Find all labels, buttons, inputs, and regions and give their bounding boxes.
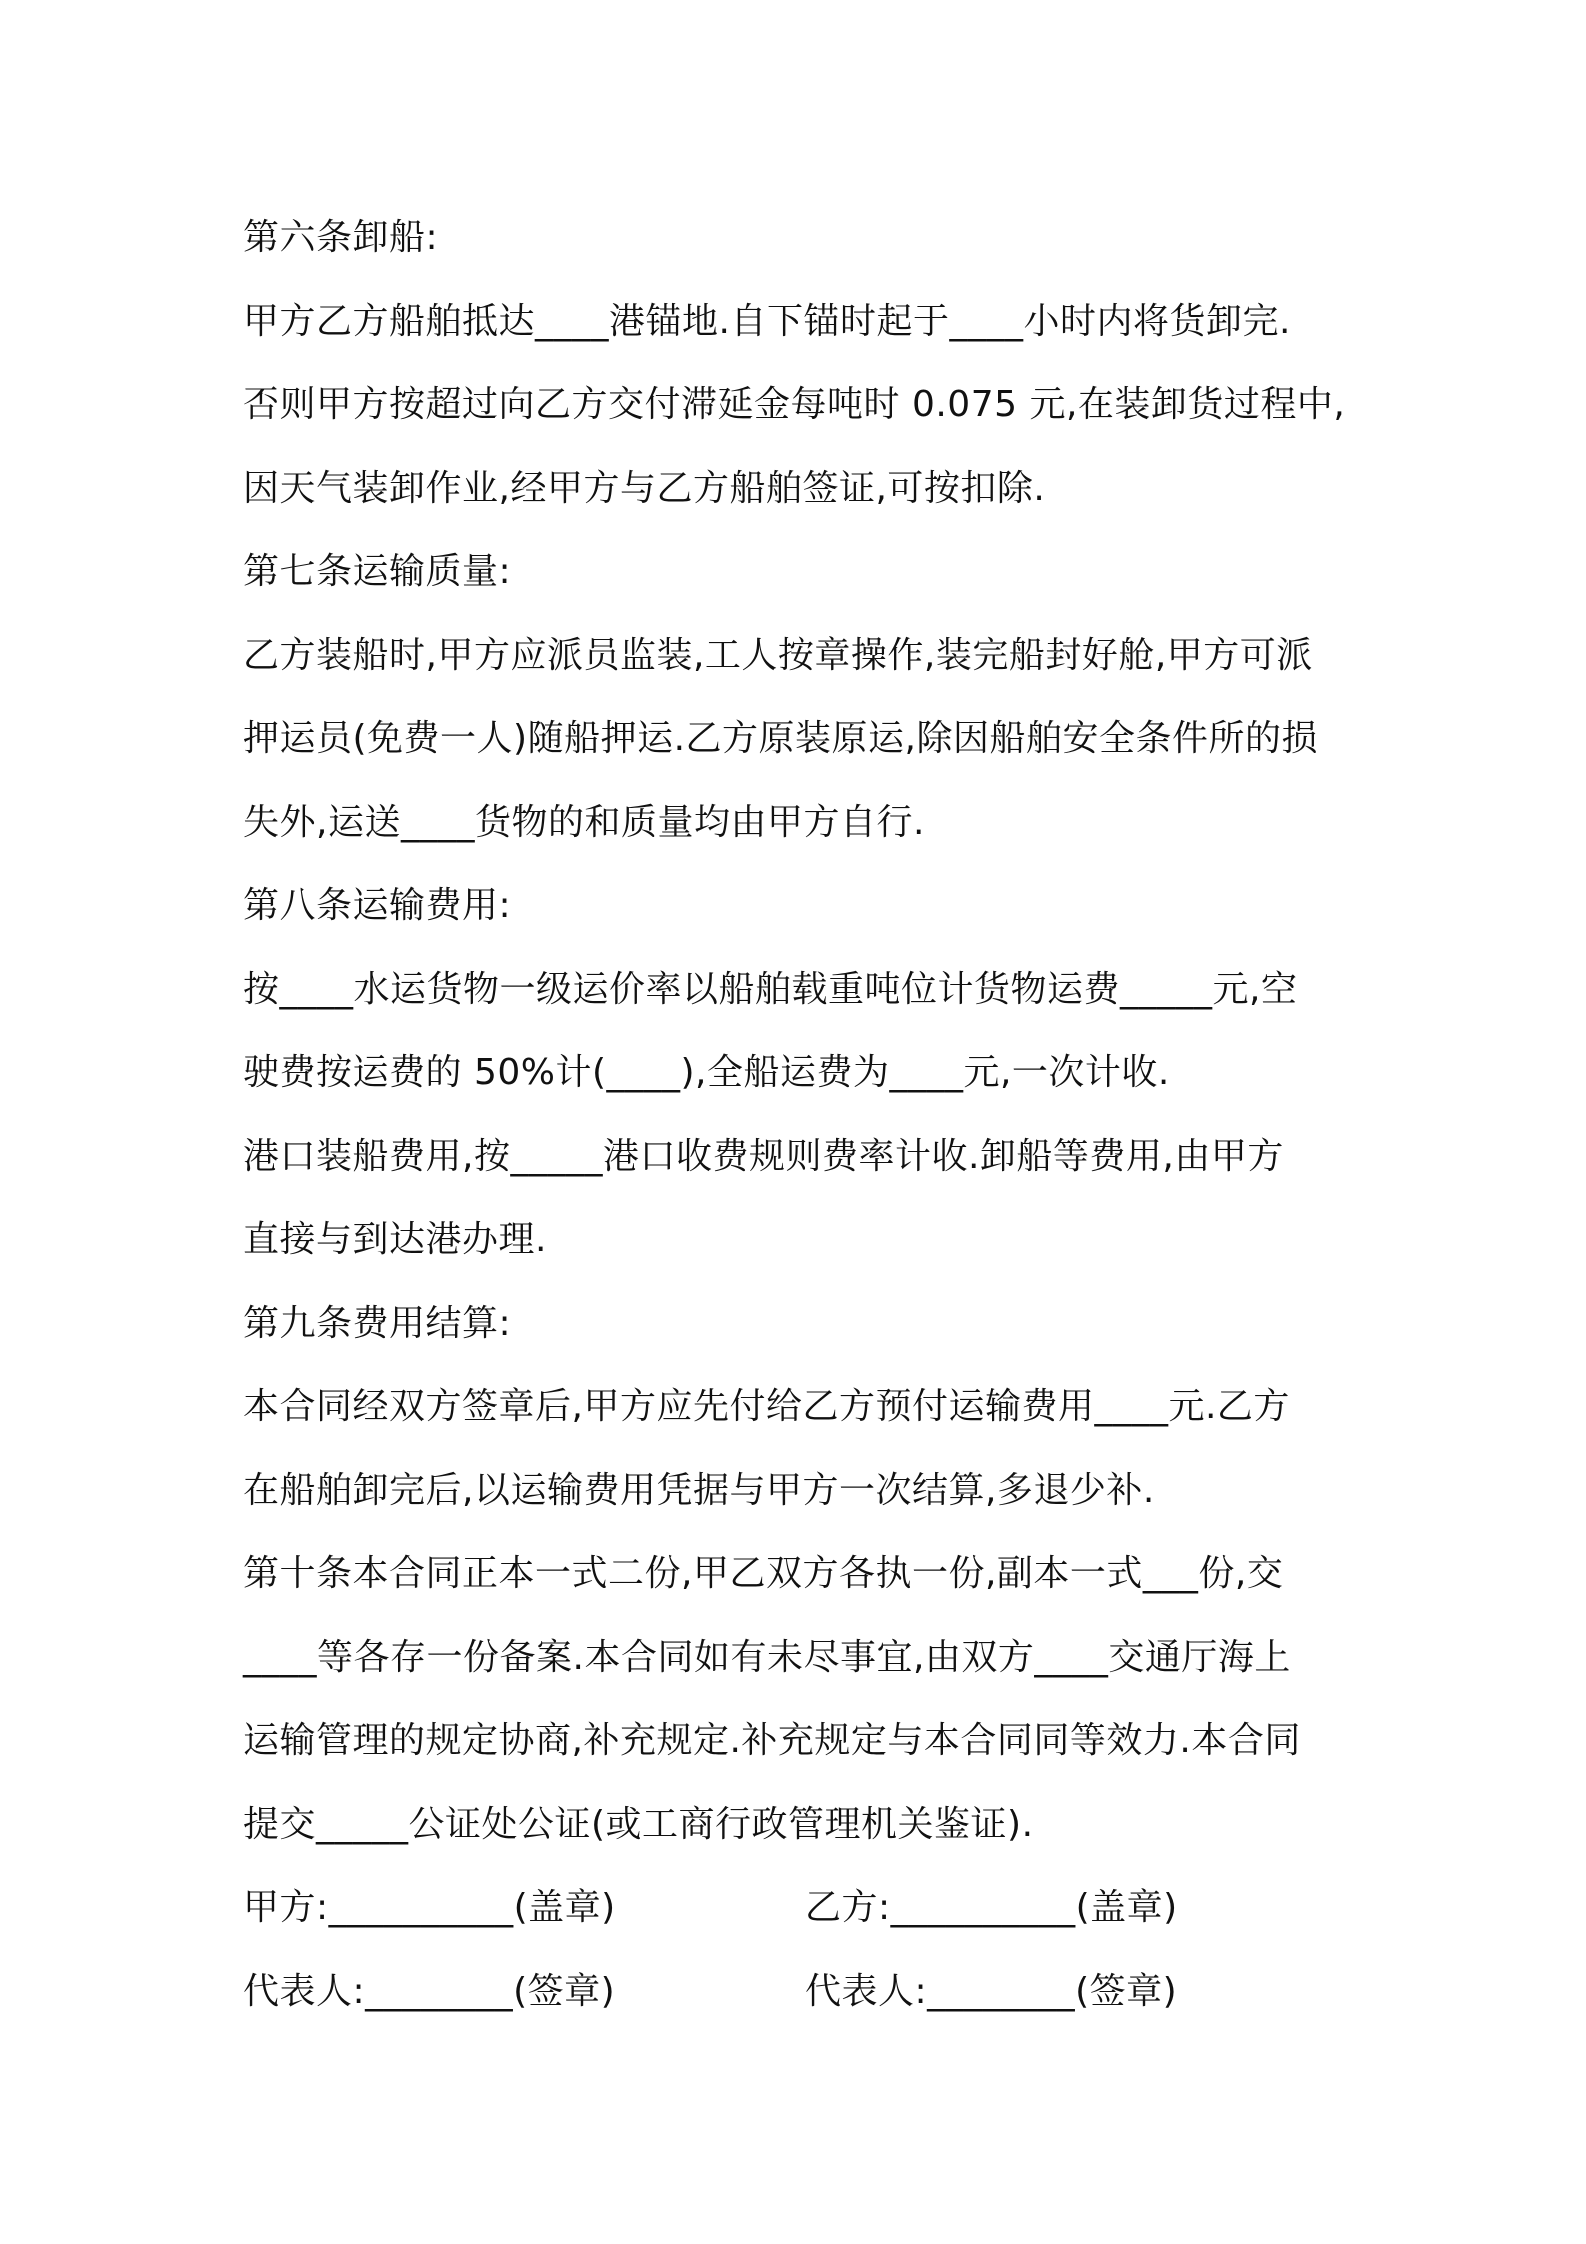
party-b-signature: 乙方:__________(盖章) xyxy=(805,1887,1178,1928)
contract-body xyxy=(243,196,1363,2033)
paragraph-line: 在船舶卸完后,以运输费用凭据与甲方一次结算,多退少补. xyxy=(243,1469,1155,1511)
article-10-paragraph: 第十条本合同正本一式二份,甲乙双方各执一份,副本一式___份,交 xyxy=(243,1553,1284,1594)
article-7-heading: 第七条运输质量: xyxy=(243,551,512,592)
paragraph-line: 直接与到达港办理. xyxy=(243,1219,547,1260)
article-6-heading: 第六条卸船: xyxy=(243,217,439,258)
paragraph-line: ____等各存一份备案.本合同如有未尽事宜,由双方____交通厅海上 xyxy=(243,1636,1291,1678)
paragraph-line: 运输管理的规定协商,补充规定.补充规定与本合同同等效力.本合同 xyxy=(243,1720,1301,1761)
signature-row-representatives xyxy=(243,1950,1363,2034)
article-9-heading: 第九条费用结算: xyxy=(243,1302,512,1344)
paragraph-line: 乙方装船时,甲方应派员监装,工人按章操作,装完船封好舱,甲方可派 xyxy=(243,634,1313,676)
signature-row-parties xyxy=(243,1866,1363,1950)
paragraph-line: 按____水运货物一级运价率以船舶载重吨位计货物运费_____元,空 xyxy=(243,968,1298,1010)
representative-b-signature: 代表人:________(签章) xyxy=(805,1970,1178,2012)
paragraph-line: 否则甲方按超过向乙方交付滞延金每吨时 0.075 元,在装卸货过程中, xyxy=(243,384,1346,425)
representative-a-signature: 代表人:________(签章) xyxy=(243,1970,616,2012)
paragraph-line: 本合同经双方签章后,甲方应先付给乙方预付运输费用____元.乙方 xyxy=(243,1386,1290,1427)
party-a-signature: 甲方:__________(盖章) xyxy=(243,1887,616,1928)
paragraph-line: 提交_____公证处公证(或工商行政管理机关鉴证). xyxy=(243,1803,1034,1845)
paragraph-line: 失外,运送____货物的和质量均由甲方自行. xyxy=(243,801,925,843)
paragraph-line: 因天气装卸作业,经甲方与乙方船舶签证,可按扣除. xyxy=(243,467,1046,509)
paragraph-line: 港口装船费用,按_____港口收费规则费率计收.卸船等费用,由甲方 xyxy=(243,1135,1284,1177)
paragraph-line: 甲方乙方船舶抵达____港锚地.自下锚时起于____小时内将货卸完. xyxy=(243,300,1291,342)
paragraph-line: 押运员(免费一人)随船押运.乙方原装原运,除因船舶安全条件所的损 xyxy=(243,718,1318,759)
article-8-heading: 第八条运输费用: xyxy=(243,885,512,926)
paragraph-line: 驶费按运费的 50%计(____),全船运费为____元,一次计收. xyxy=(243,1052,1170,1093)
